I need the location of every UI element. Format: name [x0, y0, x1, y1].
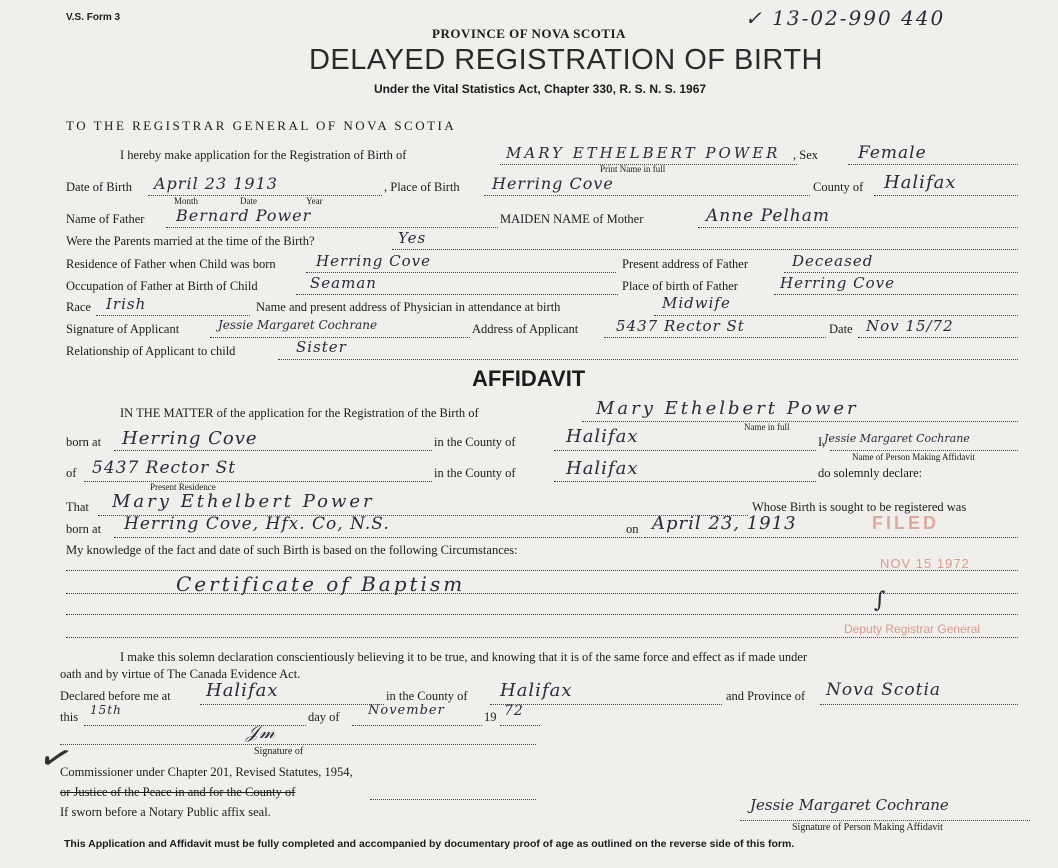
- application-intro: I hereby make application for the Registration of Birth of: [120, 148, 407, 162]
- whose-birth-label: Whose Birth is sought to be registered was: [752, 500, 967, 514]
- declared-label: Declared before me at: [60, 689, 171, 703]
- deponent-caption: Signature of Person Making Affidavit: [792, 822, 943, 833]
- of-address: 5437 Rector St: [92, 458, 237, 478]
- physician-label: Name and present address of Physician in attendance at birth: [256, 300, 561, 314]
- day-of-label: day of: [308, 710, 340, 724]
- that-label: That: [66, 500, 89, 514]
- checkmark-icon: ✓: [33, 731, 79, 785]
- relationship-value: Sister: [296, 338, 347, 356]
- present-residence-caption: Present Residence: [150, 482, 216, 492]
- occupation-label: Occupation of Father at Birth of Child: [66, 279, 258, 293]
- notary-line: If sworn before a Notary Public affix seal.: [60, 805, 271, 819]
- reference-number: ✓ 13-02-990 440: [745, 6, 946, 30]
- deponent-signature: Jessie Margaret Cochrane: [750, 796, 949, 814]
- relationship-label: Relationship of Applicant to child: [66, 344, 236, 358]
- applicant-signature: Jessie Margaret Cochrane: [218, 318, 378, 332]
- applicant-signature-label: Signature of Applicant: [66, 322, 180, 336]
- present-address-value: Deceased: [792, 252, 874, 270]
- sex-value: Female: [858, 143, 927, 163]
- sex-label: , Sex: [793, 148, 818, 162]
- father-label: Name of Father: [66, 212, 145, 226]
- applicant-address: 5437 Rector St: [616, 317, 745, 335]
- circumstance-value: Certificate of Baptism: [176, 572, 466, 596]
- county-of-label: in the County of: [434, 435, 516, 449]
- month-caption: Month: [174, 196, 199, 206]
- justice-line: or Justice of the Peace in and for the County of: [60, 785, 296, 799]
- child-name: MARY ETHELBERT POWER: [506, 144, 781, 162]
- form-title: DELAYED REGISTRATION OF BIRTH: [308, 44, 823, 76]
- month-value: November: [368, 703, 445, 718]
- province-heading: PROVINCE OF NOVA SCOTIA: [432, 26, 626, 41]
- print-name-caption: Print Name in full: [600, 164, 666, 174]
- commissioner-signature-icon: 𝒥𝓂: [246, 722, 276, 743]
- solemn-line-1: I make this solemn declaration conscientiously believing it to be true, and knowing that it is of the same force and effect as if made under: [120, 650, 808, 664]
- i-label: I,: [818, 435, 826, 449]
- on-label: on: [626, 522, 639, 536]
- of-label: of: [66, 466, 77, 480]
- married-label: Were the Parents married at the time of the Birth?: [66, 234, 315, 248]
- applicant-address-label: Address of Applicant: [472, 322, 579, 336]
- knowledge-label: My knowledge of the fact and date of such Birth is based on the following Circumstances:: [66, 543, 518, 557]
- father-value: Bernard Power: [176, 206, 312, 225]
- residence-label: Residence of Father when Child was born: [66, 257, 276, 271]
- that-name: Mary Ethelbert Power: [112, 491, 375, 512]
- name-in-full-caption: Name in full: [744, 422, 790, 432]
- solemn-line-2: oath and by virtue of The Canada Evidence Act.: [60, 667, 301, 681]
- affidavit-heading: AFFIDAVIT: [472, 366, 586, 391]
- married-value: Yes: [398, 229, 427, 247]
- province-label: and Province of: [726, 689, 806, 703]
- day-value: 15th: [90, 703, 122, 717]
- declare-label: do solemnly declare:: [818, 466, 923, 480]
- footer-instructions: This Application and Affidavit must be fully completed and accompanied by documentary proof of age as outlined on the reverse side of this form.: [64, 838, 795, 850]
- race-label: Race: [66, 300, 91, 314]
- stamp-date: NOV 15 1972: [880, 556, 970, 571]
- date-caption: Date: [240, 196, 257, 206]
- pob-label: , Place of Birth: [384, 180, 460, 194]
- application-date: Nov 15/72: [866, 317, 954, 335]
- commissioner-line: Commissioner under Chapter 201, Revised Statutes, 1954,: [60, 765, 353, 779]
- date-label: Date: [829, 322, 853, 336]
- occupation-value: Seaman: [310, 274, 377, 292]
- residence-value: Herring Cove: [316, 252, 431, 270]
- year-value: 72: [504, 703, 524, 719]
- county-label: County of: [813, 180, 864, 194]
- filed-stamp: FILED: [872, 513, 939, 533]
- mother-label: MAIDEN NAME of Mother: [500, 212, 644, 226]
- county2-value: Halifax: [566, 458, 639, 479]
- matter-name: Mary Ethelbert Power: [596, 398, 859, 419]
- father-pob-label: Place of birth of Father: [622, 279, 738, 293]
- born-at2-value: Herring Cove, Hfx. Co, N.S.: [124, 514, 390, 534]
- signature-of-caption: Signature of: [254, 746, 304, 757]
- form-number: V.S. Form 3: [66, 12, 121, 23]
- registrar-signature-icon: ∫: [874, 588, 887, 613]
- county3-label: in the County of: [386, 689, 468, 703]
- declared-at-value: Halifax: [206, 680, 279, 701]
- form-subtitle: Under the Vital Statistics Act, Chapter 330, R. S. N. S. 1967: [373, 82, 707, 96]
- year-caption: Year: [306, 196, 323, 206]
- born-at-value: Herring Cove: [122, 428, 258, 449]
- year-prefix: 19: [484, 710, 497, 724]
- province-value: Nova Scotia: [826, 680, 942, 700]
- pob-value: Herring Cove: [492, 174, 614, 193]
- on-date: April 23, 1913: [652, 513, 797, 534]
- dob-label: Date of Birth: [66, 180, 132, 194]
- mother-value: Anne Pelham: [706, 206, 831, 226]
- physician-value: Midwife: [662, 294, 731, 312]
- this-label: this: [60, 710, 79, 724]
- county-value: Halifax: [884, 172, 957, 193]
- dob-value: April 23 1913: [154, 174, 278, 193]
- born-at-label: born at: [66, 435, 102, 449]
- county2-label: in the County of: [434, 466, 516, 480]
- deponent-name: Jessie Margaret Cochrane: [824, 432, 970, 445]
- father-pob-value: Herring Cove: [780, 274, 895, 292]
- born-county-value: Halifax: [566, 426, 639, 447]
- person-caption: Name of Person Making Affidavit: [852, 452, 975, 462]
- matter-label: IN THE MATTER of the application for the Registration of the Birth of: [120, 406, 479, 420]
- to-registrar-line: TO THE REGISTRAR GENERAL OF NOVA SCOTIA: [66, 118, 457, 133]
- born-at2-label: born at: [66, 522, 102, 536]
- present-address-label: Present address of Father: [622, 257, 749, 271]
- stamp-office: Deputy Registrar General: [844, 622, 981, 636]
- race-value: Irish: [106, 295, 147, 313]
- county3-value: Halifax: [500, 680, 573, 701]
